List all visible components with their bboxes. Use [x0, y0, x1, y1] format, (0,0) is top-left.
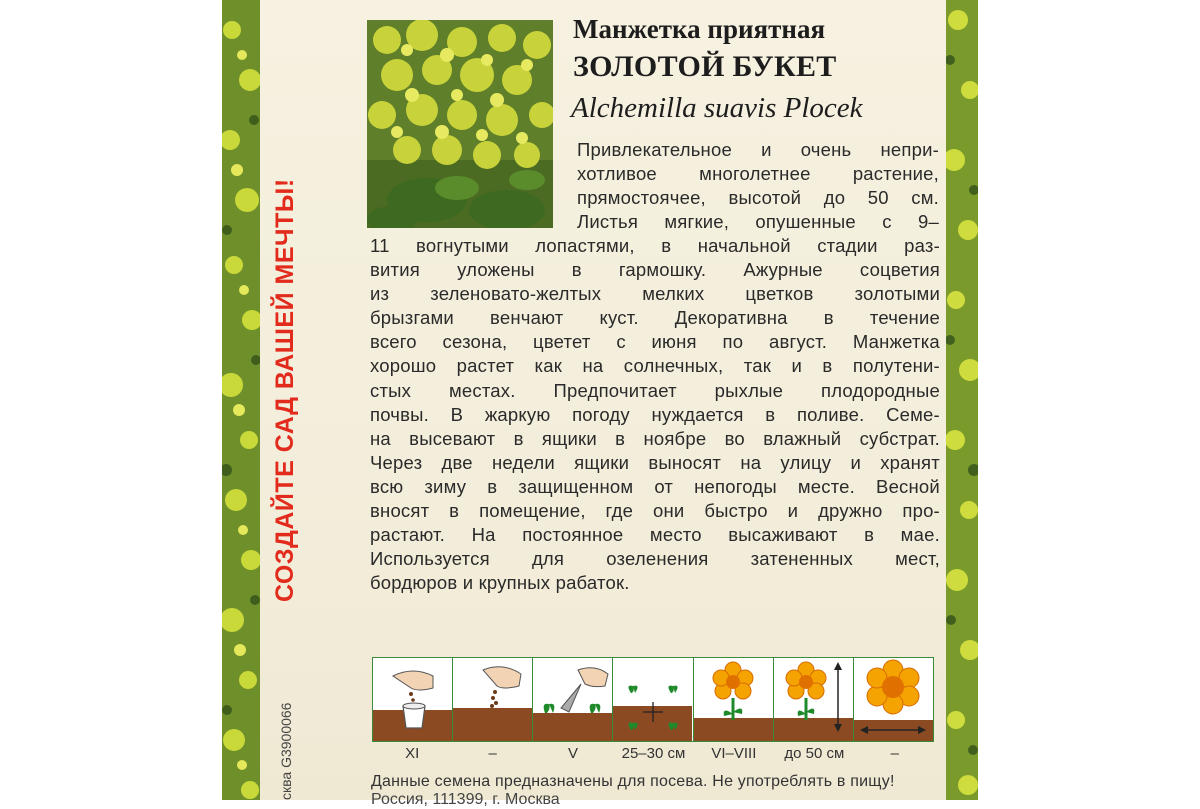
slogan: СОЗДАЙТЕ САД ВАШЕЙ МЕЧТЫ! [271, 178, 299, 602]
transplant-trowel-icon [533, 658, 613, 741]
description-line: 11 вогнутыми лопастями, в начальной стадии раз- [370, 235, 940, 256]
plant-photo [367, 20, 553, 228]
description-line: Привлекательное и очень непри- [577, 139, 939, 160]
step-label-width: – [890, 745, 899, 762]
step-label-sowing-depth: – [488, 745, 497, 762]
flowering-icon [694, 658, 774, 741]
description-line: хотливое многолетнее растение, [577, 163, 939, 185]
description-line: Листья мягкие, опушенные с 9– [577, 211, 939, 233]
sowing-seeds-icon [453, 658, 533, 741]
plant-height-icon [774, 658, 854, 741]
growing-steps [372, 657, 934, 742]
description-line: Через две недели ящики выносят на улицу и хранят [370, 451, 940, 473]
spacing-seedlings-icon [613, 658, 693, 741]
step-label-height: до 50 см [784, 745, 845, 762]
description-line: почвы. В жаркую погоду нуждается в поливе. Семе- [370, 403, 940, 425]
description-line: прямостоячее, высотой до 50 см. [577, 187, 939, 209]
growing-step-labels [372, 745, 935, 762]
latin-name: Alchemilla suavis Plocek [571, 92, 863, 124]
description-bottom [370, 234, 940, 595]
description-line: всю зиму в защищенном от непогоды месте. Весной [370, 475, 940, 497]
variety-name: ЗОЛОТОЙ БУКЕТ [573, 50, 837, 83]
description-line: вития уложены в гармошку. Ажурные соцветия [370, 259, 940, 281]
flower-width-icon [854, 658, 933, 741]
address: Россия, 111399, г. Москва [371, 791, 560, 808]
warning-note: Данные семена предназначены для посева. Не употреблять в пищу! [371, 773, 895, 790]
description-line: хорошо растет как на солнечных, так и в полутени- [370, 355, 940, 377]
description-line: растают. На постоянное место высаживают в мае. [370, 524, 940, 546]
step-label-spacing: 25–30 см [621, 745, 686, 762]
description-line: из зеленовато-желтых мелких цветков золотыми [370, 283, 940, 305]
description-line: вносят в помещение, где они быстро и дружно про- [370, 500, 940, 522]
step-label-transplant-month: V [568, 745, 579, 762]
barcode-code: сква G3900066 [278, 702, 294, 800]
description-line: стых местах. Предпочитает рыхлые плодородные [370, 379, 940, 401]
description-line: брызгами венчают куст. Декоративна в течение [370, 307, 940, 329]
description-top [577, 138, 939, 234]
right-foliage-background [946, 0, 978, 800]
left-foliage-background [222, 0, 260, 800]
description-line: всего сезона, цветет с июня по август. Манжетка [370, 331, 940, 353]
step-label-sowing-month: XI [405, 745, 420, 762]
description-line: на высевают в ящики в ноябре во влажный субстрат. [370, 427, 940, 449]
description-line: Используется для озеленения затененных мест, [370, 548, 940, 570]
sowing-pot-icon [373, 658, 453, 741]
plant-title: Манжетка приятная [573, 14, 826, 44]
step-label-flowering: VI–VIII [711, 745, 757, 762]
description-line: бордюров и крупных рабаток. [370, 572, 630, 594]
